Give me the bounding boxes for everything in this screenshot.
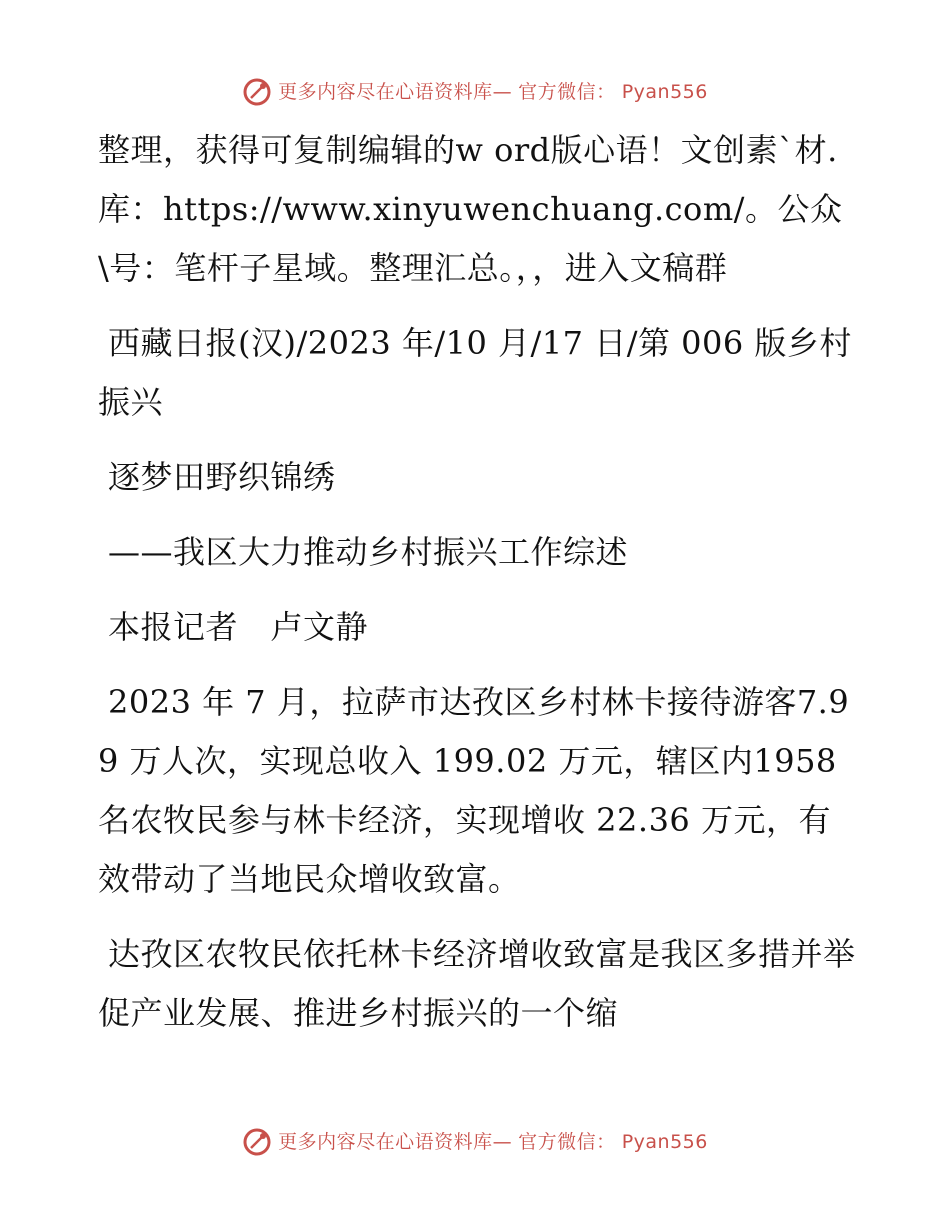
watermark-wechat-id: Pyan556 — [621, 1130, 708, 1153]
watermark-wechat-label: 官方微信： — [518, 1130, 616, 1153]
watermark-text: 更多内容尽在心语资料库— — [278, 1130, 513, 1153]
paragraph-body-2: 达孜区农牧民依托林卡经济增收致富是我区多措并举促产业发展、推进乡村振兴的一个缩 — [98, 935, 856, 1032]
watermark-wechat-id: Pyan556 — [621, 80, 708, 103]
watermark-wechat-label: 官方微信： — [518, 80, 616, 103]
brush-logo-icon — [242, 77, 272, 107]
watermark-text: 更多内容尽在心语资料库— — [278, 80, 513, 103]
article-byline: 本报记者 卢文静 — [108, 608, 369, 646]
article-title: 逐梦田野织锦绣 — [108, 458, 336, 496]
paragraph-body-1: 2023 年 7 月，拉萨市达孜区乡村林卡接待游客7.99 万人次，实现总收入 199.02 万元，辖区内1958 名农牧民参与林卡经济，实现增收 22.36 万元，有效带动了当地民众增收致富。 — [98, 683, 850, 898]
brush-logo-icon — [242, 1127, 272, 1157]
article-subtitle: ——我区大力推动乡村振兴工作综述 — [108, 533, 629, 571]
header-watermark-banner — [0, 72, 950, 112]
document-body — [98, 121, 858, 1059]
footer-watermark-banner — [0, 1122, 950, 1162]
paragraph-publication-line: 西藏日报(汉)/2023 年/10 月/17 日/第 006 版乡村振兴 — [98, 324, 852, 421]
paragraph-source-notice: 整理，获得可复制编辑的w ord版心语！文创素`材.库：https://www.xinyuwenchuang.com/。公众\号：笔杆子星域。整理汇总。，，进入文稿群 — [98, 131, 843, 287]
